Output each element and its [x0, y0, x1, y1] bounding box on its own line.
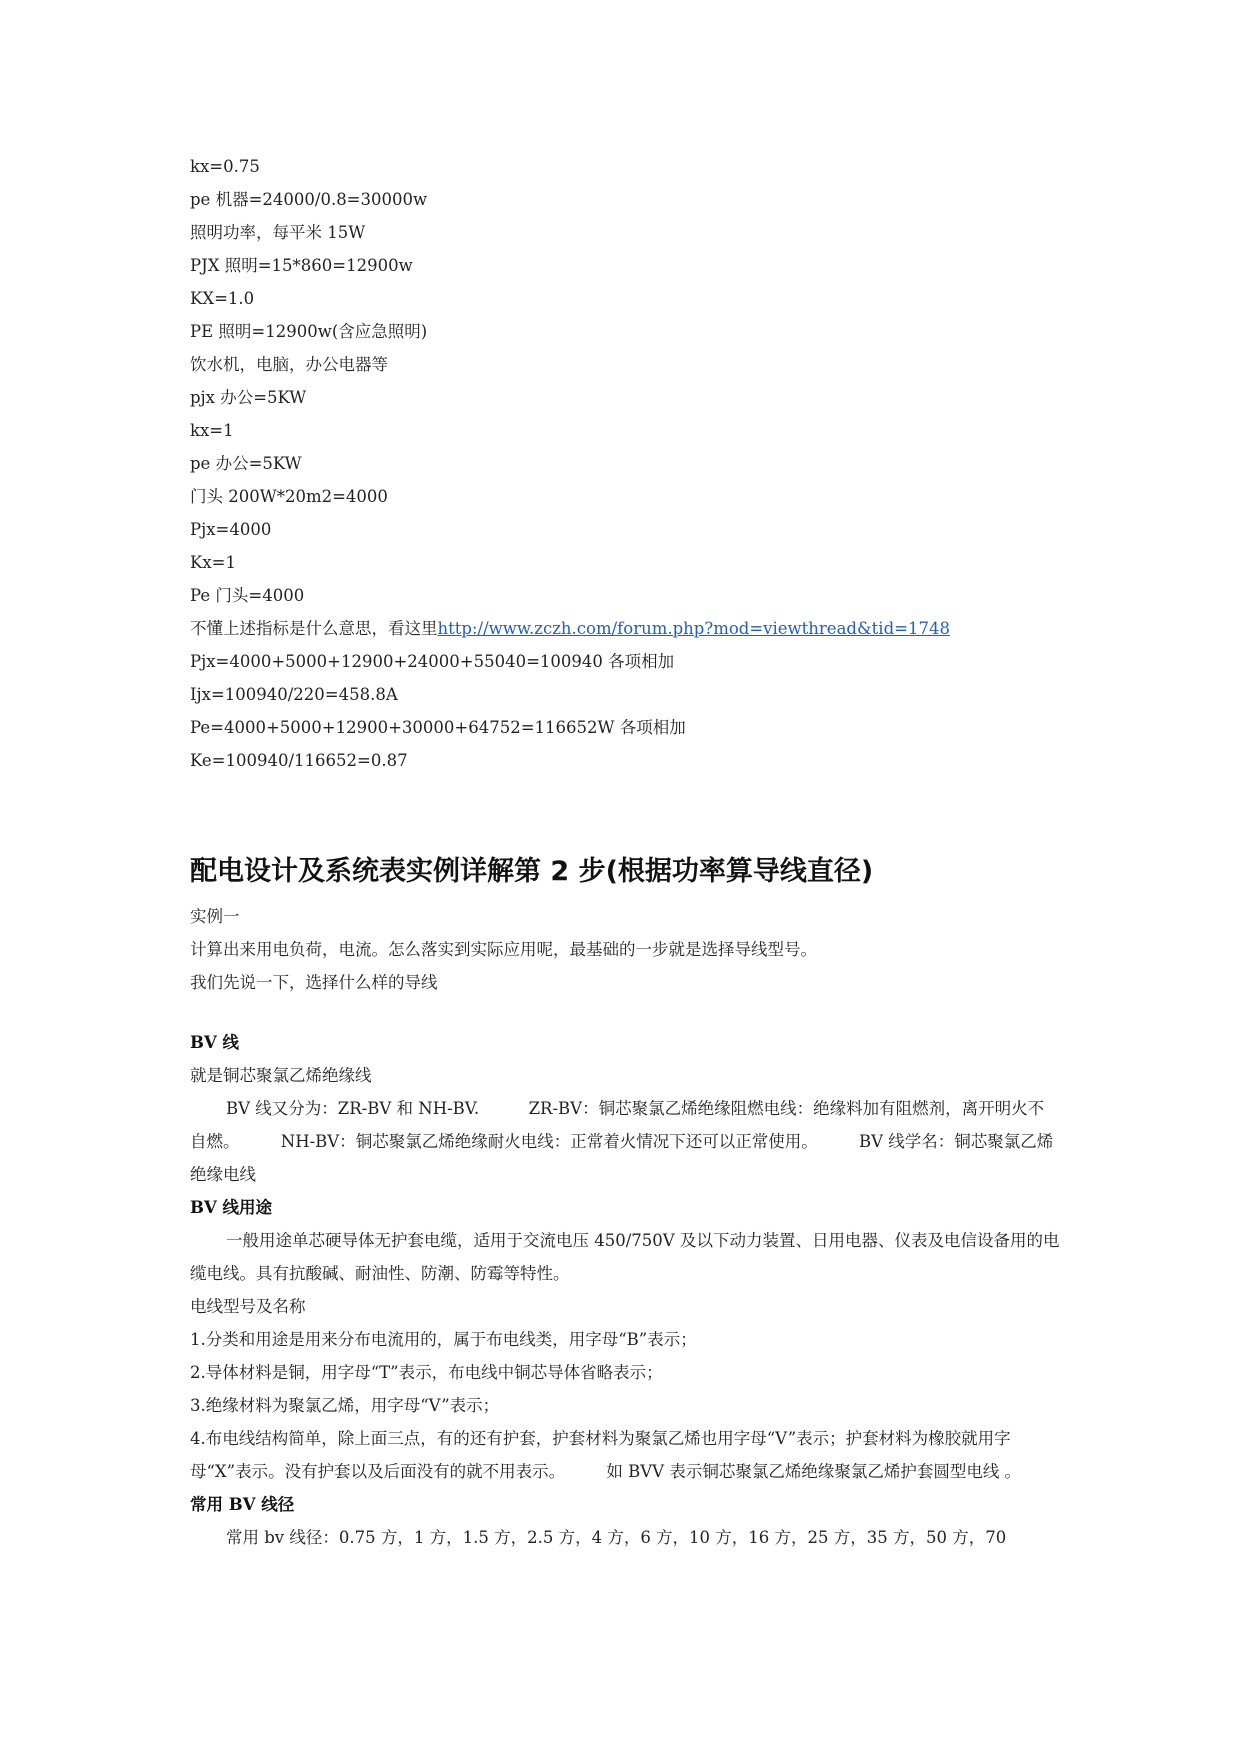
model-item: 1.分类和用途是用来分布电流用的，属于布电线类，用字母“B”表示； — [190, 1330, 697, 1349]
summary-line: Ke=100940/116652=0.87 — [190, 751, 408, 770]
calc-block — [190, 150, 1060, 777]
section-heading: 配电设计及系统表实例详解第 2 步(根据功率算导线直径) — [190, 856, 874, 887]
model-item: 3.绝缘材料为聚氯乙烯，用字母“V”表示； — [190, 1396, 500, 1415]
forum-link[interactable]: http://www.zczh.com/forum.php?mod=viewthread&tid=1748 — [437, 619, 950, 638]
summary-line: Pjx=4000+5000+12900+24000+55040=100940 各项相加 — [190, 652, 675, 671]
calc-line: Pjx=4000 — [190, 520, 272, 539]
usage-description: 一般用途单芯硬导体无护套电缆，适用于交流电压 450/750V 及以下动力装置、日用电器、仪表及电信设备用的电缆电线。具有抗酸碱、耐油性、防潮、防霉等特性。 — [190, 1231, 1060, 1283]
calc-line: 饮水机，电脑，办公电器等 — [190, 355, 388, 374]
summary-line: Ijx=100940/220=458.8A — [190, 685, 398, 704]
calc-line: Pe 门头=4000 — [190, 586, 305, 605]
calc-line: kx=0.75 — [190, 157, 260, 176]
calc-line: pjx 办公=5KW — [190, 388, 307, 407]
usage-title: BV 线用途 — [190, 1198, 272, 1217]
calc-line: PE 照明=12900w(含应急照明) — [190, 322, 428, 341]
summary-line: Pe=4000+5000+12900+30000+64752=116652W 各项相加 — [190, 718, 686, 737]
calc-line: Kx=1 — [190, 553, 236, 572]
spacer — [190, 999, 1060, 1026]
bv-description: BV 线又分为：ZR-BV 和 NH-BV. ZR-BV：铜芯聚氯乙烯绝缘阻燃电线：绝缘料加有阻燃剂，离开明火不自燃。 NH-BV：铜芯聚氯乙烯绝缘耐火电线：正常着火情况下还可以正常使用。 BV 线学名：铜芯聚氯乙烯绝缘电线 — [190, 1099, 1054, 1184]
model-item: 4.布电线结构简单，除上面三点，有的还有护套，护套材料为聚氯乙烯也用字母“V”表示；护套材料为橡胶就用字母“X”表示。没有护套以及后面没有的就不用表示。 如 BVV 表示铜芯聚氯乙烯绝缘聚氯乙烯护套圆型电线 。 — [190, 1429, 1022, 1481]
model-item: 2.导体材料是铜，用字母“T”表示，布电线中铜芯导体省略表示； — [190, 1363, 663, 1382]
model-title: 电线型号及名称 — [190, 1297, 306, 1316]
common-description: 常用 bv 线径：0.75 方，1 方，1.5 方，2.5 方，4 方，6 方，10 方，16 方，25 方，35 方，50 方，70 — [226, 1528, 1007, 1547]
calc-line: KX=1.0 — [190, 289, 255, 308]
calc-line: 门头 200W*20m2=4000 — [190, 487, 388, 506]
calc-line: 照明功率，每平米 15W — [190, 223, 366, 242]
link-line — [190, 612, 1060, 645]
link-prefix: 不懂上述指标是什么意思，看这里 — [190, 619, 438, 638]
common-title: 常用 BV 线径 — [190, 1495, 295, 1514]
calc-line: PJX 照明=15*860=12900w — [190, 256, 413, 275]
intro-line: 计算出来用电负荷，电流。怎么落实到实际应用呢，最基础的一步就是选择导线型号。 — [190, 940, 817, 959]
calc-line: pe 机器=24000/0.8=30000w — [190, 190, 428, 209]
bv-title: BV 线 — [190, 1033, 239, 1052]
bv-subtitle: 就是铜芯聚氯乙烯绝缘线 — [190, 1066, 372, 1085]
document-page — [190, 150, 1060, 1554]
intro-line: 实例一 — [190, 907, 240, 926]
calc-line: pe 办公=5KW — [190, 454, 302, 473]
intro-line: 我们先说一下，选择什么样的导线 — [190, 973, 438, 992]
calc-line: kx=1 — [190, 421, 234, 440]
